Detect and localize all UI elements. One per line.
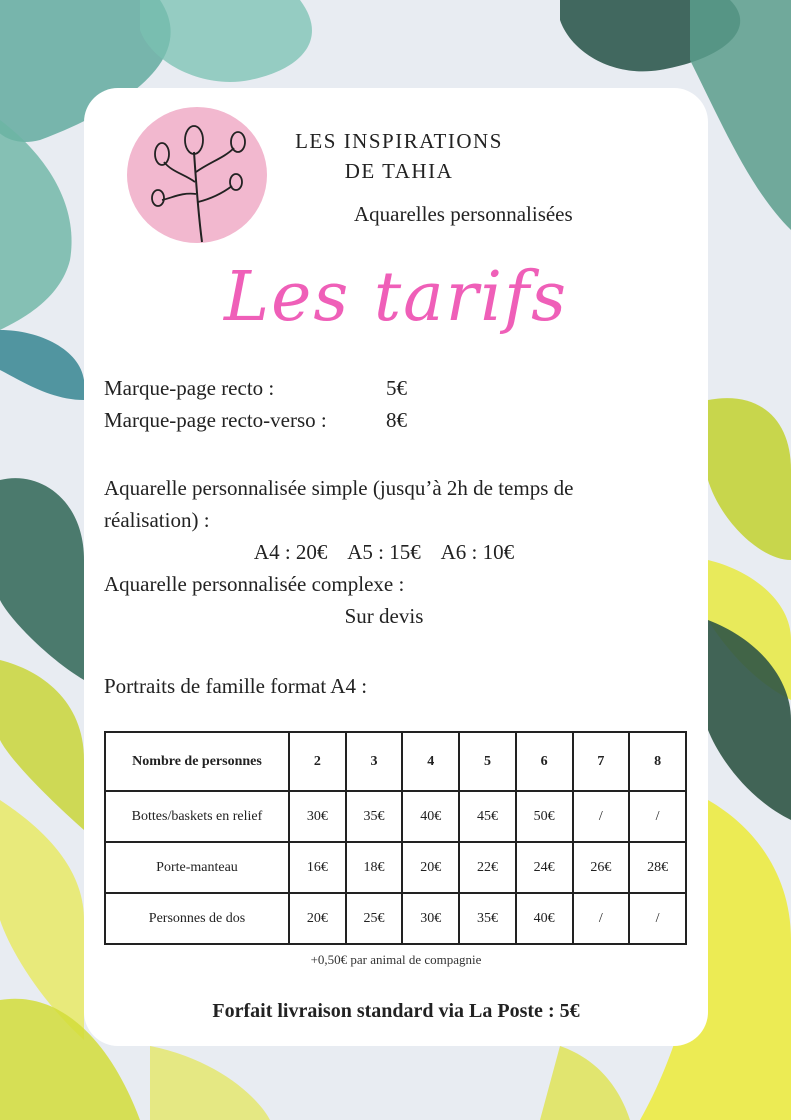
bookmark-row: [104, 372, 664, 404]
complex-watercolor-price: Sur devis: [344, 604, 424, 628]
bookmark-prices: [104, 372, 664, 436]
bookmark-row: [104, 404, 664, 436]
table-cell: Bottes/baskets en relief: [105, 791, 289, 842]
table-header-cell: 8: [629, 732, 686, 791]
table-header-cell: 2: [289, 732, 346, 791]
table-cell: 18€: [346, 842, 403, 893]
table-cell: 20€: [402, 842, 459, 893]
bookmark-label: Marque-page recto-verso :: [104, 408, 327, 432]
table-cell: 30€: [289, 791, 346, 842]
table-header-cell: Nombre de personnes: [105, 732, 289, 791]
table-header-cell: 7: [573, 732, 630, 791]
simple-watercolor-prices: A4 : 20€ A5 : 15€ A6 : 10€: [253, 540, 515, 564]
table-cell: /: [573, 893, 630, 944]
table-cell: 30€: [402, 893, 459, 944]
table-header-cell: 5: [459, 732, 516, 791]
price-card: [84, 88, 708, 1046]
table-cell: /: [629, 791, 686, 842]
pet-surcharge-note: +0,50€ par animal de compagnie: [310, 952, 482, 967]
table-cell: Personnes de dos: [105, 893, 289, 944]
table-row: [105, 893, 686, 944]
table-cell: 50€: [516, 791, 573, 842]
simple-watercolor-label: Aquarelle personnalisée simple (jusqu’à 2h de temps de réalisation) :: [104, 476, 574, 532]
table-cell: 45€: [459, 791, 516, 842]
brand-subtitle: Aquarelles personnalisées: [354, 202, 573, 226]
bookmark-price: 8€: [386, 408, 407, 432]
shipping-fee: Forfait livraison standard via La Poste : 5€: [212, 1000, 580, 1022]
brand-name: [284, 126, 514, 186]
brand-line-1: LES INSPIRATIONS: [295, 129, 503, 153]
table-header-row: [105, 732, 686, 791]
table-header-cell: 3: [346, 732, 403, 791]
table-cell: /: [629, 893, 686, 944]
table-row: [105, 791, 686, 842]
table-cell: 25€: [346, 893, 403, 944]
table-cell: 26€: [573, 842, 630, 893]
table-cell: 40€: [516, 893, 573, 944]
table-cell: 16€: [289, 842, 346, 893]
simple-watercolor: [104, 472, 664, 632]
table-row: [105, 842, 686, 893]
table-cell: 28€: [629, 842, 686, 893]
complex-watercolor-label: Aquarelle personnalisée complexe :: [104, 572, 405, 596]
table-cell: 22€: [459, 842, 516, 893]
table-cell: 40€: [402, 791, 459, 842]
bookmark-label: Marque-page recto :: [104, 376, 275, 400]
flower-logo: [124, 102, 270, 248]
table-cell: 35€: [459, 893, 516, 944]
table-header-cell: 6: [516, 732, 573, 791]
table-cell: 35€: [346, 791, 403, 842]
table-cell: 20€: [289, 893, 346, 944]
brand-line-2: DE TAHIA: [344, 159, 454, 183]
table-cell: /: [573, 791, 630, 842]
portraits-label: Portraits de famille format A4 :: [104, 674, 368, 698]
portrait-price-table: [104, 731, 687, 945]
page-title: Les tarifs: [223, 258, 569, 337]
table-cell: Porte-manteau: [105, 842, 289, 893]
table-header-cell: 4: [402, 732, 459, 791]
bookmark-price: 5€: [386, 376, 407, 400]
table-cell: 24€: [516, 842, 573, 893]
